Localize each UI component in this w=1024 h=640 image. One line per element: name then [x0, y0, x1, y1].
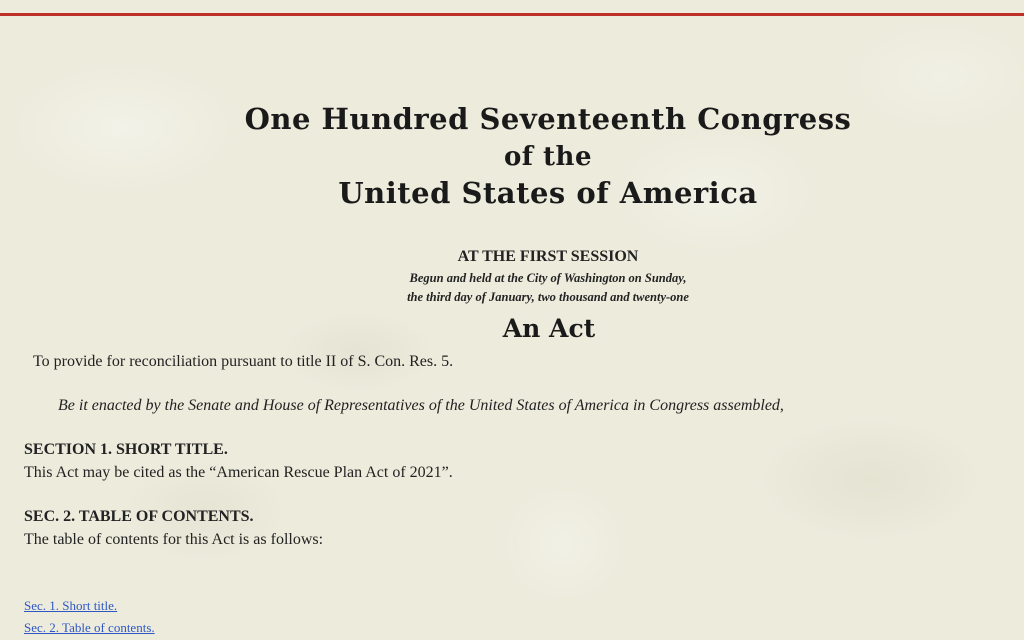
act-purpose: To provide for reconciliation pursuant to title II of S. Con. Res. 5. [33, 353, 454, 370]
toc-link-short-title[interactable]: Sec. 1. Short title. [24, 598, 118, 613]
top-red-rule [0, 13, 1024, 16]
act-heading: An Act [502, 314, 596, 343]
section-2-text: The table of contents for this Act is as follows: [24, 531, 324, 548]
congress-title-line-2: of the [503, 142, 593, 172]
section-1-text: This Act may be cited as the “American Rescue Plan Act of 2021”. [24, 464, 453, 481]
section-1-heading: SECTION 1. SHORT TITLE. [24, 441, 228, 458]
toc-link-table-of-contents[interactable]: Sec. 2. Table of contents. [24, 620, 155, 635]
session-title: AT THE FIRST SESSION [457, 248, 639, 265]
congress-title-line-3: United States of America [338, 176, 758, 210]
congress-title-line-1: One Hundred Seventeenth Congress [244, 102, 852, 136]
session-begun-line: Begun and held at the City of Washington on Sunday, [409, 271, 687, 285]
enacting-clause: Be it enacted by the Senate and House of Representatives of the United States of America in Congress assembled, [58, 397, 784, 414]
section-2-heading: SEC. 2. TABLE OF CONTENTS. [24, 508, 254, 525]
session-date-line: the third day of January, two thousand and twenty-one [407, 290, 689, 304]
